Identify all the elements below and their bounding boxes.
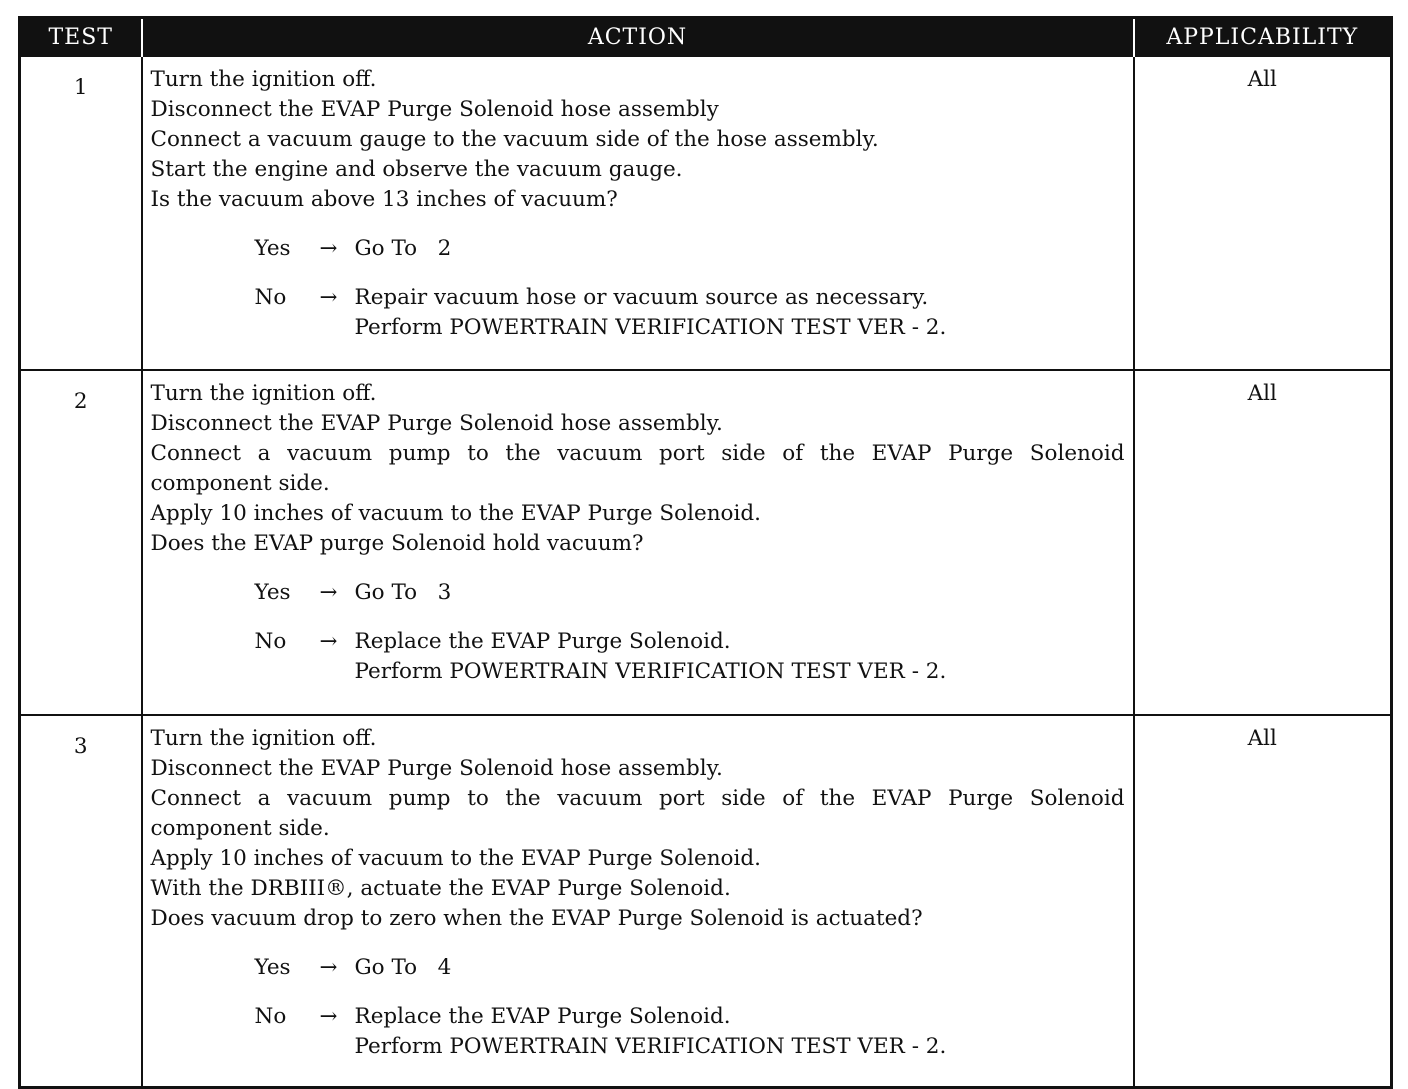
no-label: No <box>254 1004 287 1029</box>
table-header <box>20 18 1392 57</box>
no-result-line: Repair vacuum hose or vacuum source as necessary. <box>354 285 929 310</box>
no-outcome <box>255 1002 1125 1062</box>
applicability-value: All <box>1247 67 1277 92</box>
test-number: 2 <box>73 389 88 414</box>
applicability-value: All <box>1247 381 1277 406</box>
action-step: component side. <box>150 816 330 841</box>
right-arrow-icon: → <box>319 236 338 261</box>
action-step: Apply 10 inches of vacuum to the EVAP Purge Solenoid. <box>150 501 761 526</box>
action-step: Disconnect the EVAP Purge Solenoid hose assembly. <box>150 756 723 781</box>
yes-outcome <box>255 578 1125 608</box>
no-result <box>355 1002 1125 1062</box>
right-arrow-icon: → <box>319 580 338 605</box>
action-step: Does the EVAP purge Solenoid hold vacuum? <box>150 531 644 556</box>
action-step: Turn the ignition off. <box>150 726 377 751</box>
yes-result-line: Go To 2 <box>354 236 452 261</box>
applicability-cell <box>1134 715 1392 1088</box>
no-result-line: Perform POWERTRAIN VERIFICATION TEST VER - 2. <box>354 315 947 340</box>
yes-result-line: Go To 3 <box>354 580 452 605</box>
yes-result <box>355 578 1125 608</box>
yes-result <box>355 234 1125 264</box>
no-outcome <box>255 283 1125 343</box>
no-result <box>355 627 1125 687</box>
action-cell <box>142 56 1134 370</box>
no-label: No <box>254 285 287 310</box>
action-step: Is the vacuum above 13 inches of vacuum? <box>150 187 618 212</box>
yes-label: Yes <box>254 955 291 980</box>
action-cell <box>142 370 1134 715</box>
action-step: Start the engine and observe the vacuum gauge. <box>150 157 683 182</box>
test-number: 3 <box>73 734 88 759</box>
right-arrow-icon: → <box>319 629 338 654</box>
no-label: No <box>254 629 287 654</box>
test-number-cell <box>20 370 142 715</box>
action-step: Does vacuum drop to zero when the EVAP Purge Solenoid is actuated? <box>150 906 923 931</box>
yes-label: Yes <box>254 236 291 261</box>
no-result <box>355 283 1125 343</box>
header-test: TEST <box>20 18 142 57</box>
test-number-cell <box>20 715 142 1088</box>
applicability-cell <box>1134 370 1392 715</box>
yes-outcome <box>255 234 1125 264</box>
action-step: component side. <box>150 471 330 496</box>
header-applicability: APPLICABILITY <box>1134 18 1392 57</box>
test-row-1 <box>20 56 1392 370</box>
applicability-cell <box>1134 56 1392 370</box>
yes-label: Yes <box>254 580 291 605</box>
action-step: Apply 10 inches of vacuum to the EVAP Purge Solenoid. <box>150 846 761 871</box>
right-arrow-icon: → <box>319 1004 338 1029</box>
test-number-cell <box>20 56 142 370</box>
action-step: With the DRBIII®, actuate the EVAP Purge Solenoid. <box>150 876 731 901</box>
no-outcome <box>255 627 1125 687</box>
no-result-line: Replace the EVAP Purge Solenoid. <box>354 629 731 654</box>
yes-result <box>355 953 1125 983</box>
no-result-line: Replace the EVAP Purge Solenoid. <box>354 1004 731 1029</box>
test-row-2 <box>20 370 1392 715</box>
right-arrow-icon: → <box>319 955 338 980</box>
action-step: Turn the ignition off. <box>150 67 377 92</box>
right-arrow-icon: → <box>319 285 338 310</box>
yes-outcome <box>255 953 1125 983</box>
table-body <box>20 56 1392 1088</box>
action-step: Connect a vacuum gauge to the vacuum side of the hose assembly. <box>150 127 879 152</box>
test-number: 1 <box>73 75 88 100</box>
action-cell <box>142 715 1134 1088</box>
action-step: Connect a vacuum pump to the vacuum port side of the EVAP Purge Solenoid <box>150 786 1125 811</box>
yes-result-line: Go To 4 <box>354 955 452 980</box>
test-row-3 <box>20 715 1392 1088</box>
action-step: Connect a vacuum pump to the vacuum port side of the EVAP Purge Solenoid <box>150 441 1125 466</box>
action-step: Turn the ignition off. <box>150 381 377 406</box>
applicability-value: All <box>1247 726 1277 751</box>
action-step: Disconnect the EVAP Purge Solenoid hose assembly <box>150 97 719 122</box>
header-action: ACTION <box>142 18 1134 57</box>
diagnostic-test-table <box>18 16 1393 1089</box>
action-step: Disconnect the EVAP Purge Solenoid hose assembly. <box>150 411 723 436</box>
no-result-line: Perform POWERTRAIN VERIFICATION TEST VER - 2. <box>354 1034 947 1059</box>
no-result-line: Perform POWERTRAIN VERIFICATION TEST VER - 2. <box>354 659 947 684</box>
header-row <box>20 18 1392 57</box>
